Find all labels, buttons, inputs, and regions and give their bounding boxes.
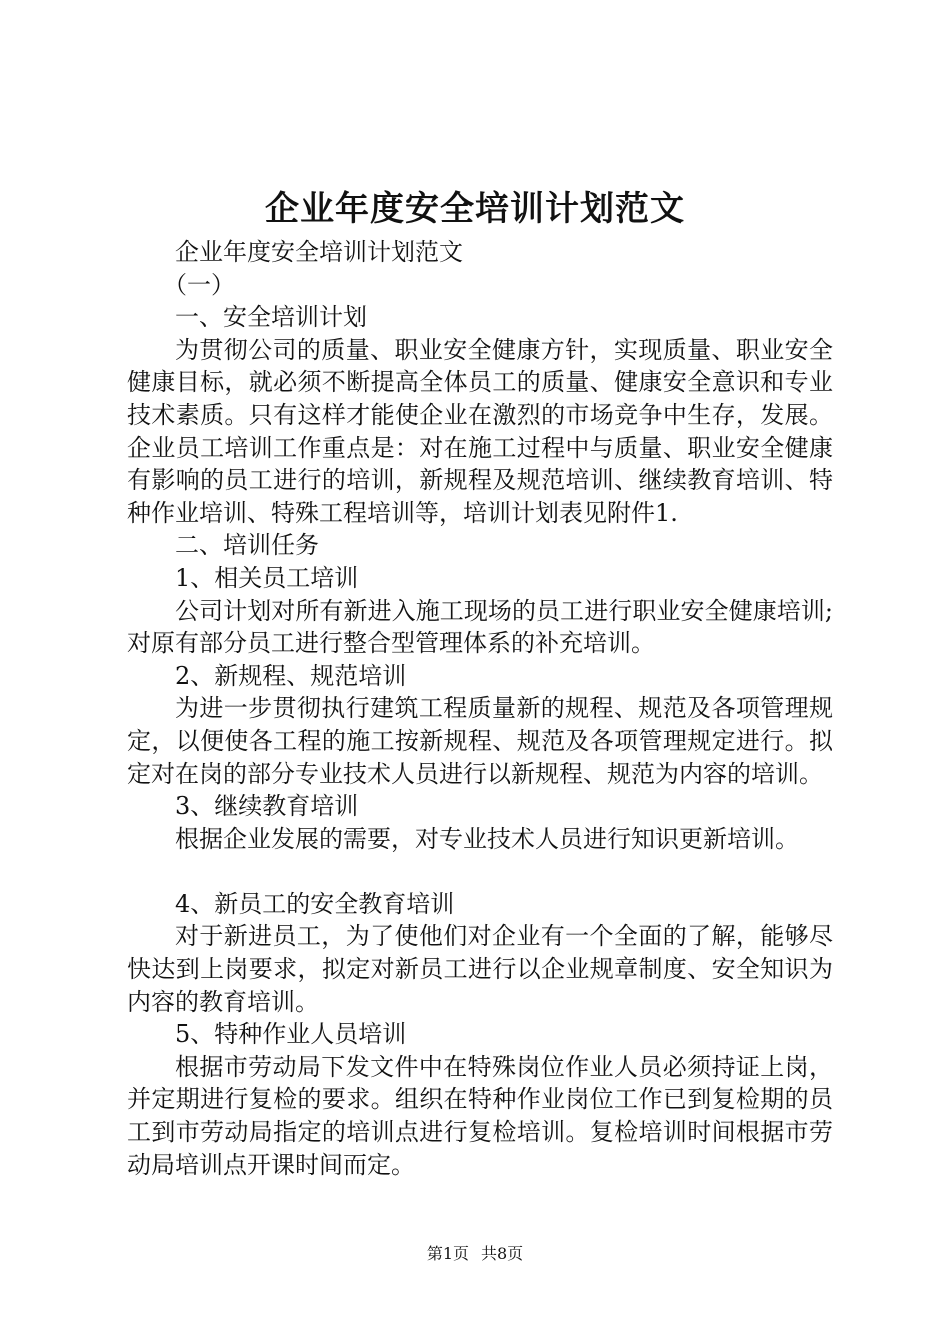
page-footer <box>0 1242 950 1266</box>
subsection-heading: 4、新员工的安全教育培训 <box>175 889 455 918</box>
subsection-heading: 3、继续教育培训 <box>175 792 359 821</box>
subsection-heading: 2、新规程、规范培训 <box>175 661 407 690</box>
part-marker: （一） <box>163 270 235 299</box>
section-heading: 二、培训任务 <box>175 531 319 560</box>
paragraph: 根据市劳动局下发文件中在特殊岗位作业人员必须持证上岗，并定期进行复检的要求。组织在特种作业岗位工作已到复检期的员工到市劳动局指定的培训点进行复检培训。复检培训时间根据市劳动局培训点开课时间而定。 <box>127 1052 833 1179</box>
section-heading: 一、安全培训计划 <box>175 303 367 332</box>
paragraph: 对于新进员工，为了使他们对企业有一个全面的了解，能够尽快达到上岗要求，拟定对新员工进行以企业规章制度、安全知识为内容的教育培训。 <box>127 922 833 1016</box>
document-subtitle: 企业年度安全培训计划范文 <box>175 238 463 266</box>
paragraph: 根据企业发展的需要，对专业技术人员进行知识更新培训。 <box>175 824 799 853</box>
subsection-heading: 5、特种作业人员培训 <box>175 1020 407 1049</box>
paragraph: 为进一步贯彻执行建筑工程质量新的规程、规范及各项管理规定，以便使各工程的施工按新规程、规范及各项管理规定进行。拟定对在岗的部分专业技术人员进行以新规程、规范为内容的培训。 <box>127 694 833 788</box>
paragraph: 为贯彻公司的质量、职业安全健康方针，实现质量、职业安全健康目标，就必须不断提高全体员工的质量、健康安全意识和专业技术素质。只有这样才能使企业在激烈的市场竞争中生存，发展。企业员工培训工作重点是：对在施工过程中与质量、职业安全健康有影响的员工进行的培训，新规程及规范培训、继续教育培训、特种作业培训、特殊工程培训等，培训计划表见附件1. <box>127 335 833 527</box>
page-total: 共8页 <box>481 1244 524 1263</box>
document-body <box>127 236 833 1181</box>
subsection-heading: 1、相关员工培训 <box>175 563 359 592</box>
document-title: 企业年度安全培训计划范文 <box>265 189 685 229</box>
paragraph: 公司计划对所有新进入施工现场的员工进行职业安全健康培训;对原有部分员工进行整合型管理体系的补充培训。 <box>127 596 833 658</box>
page-number: 第1页 <box>426 1244 469 1263</box>
blank-line <box>127 855 833 888</box>
